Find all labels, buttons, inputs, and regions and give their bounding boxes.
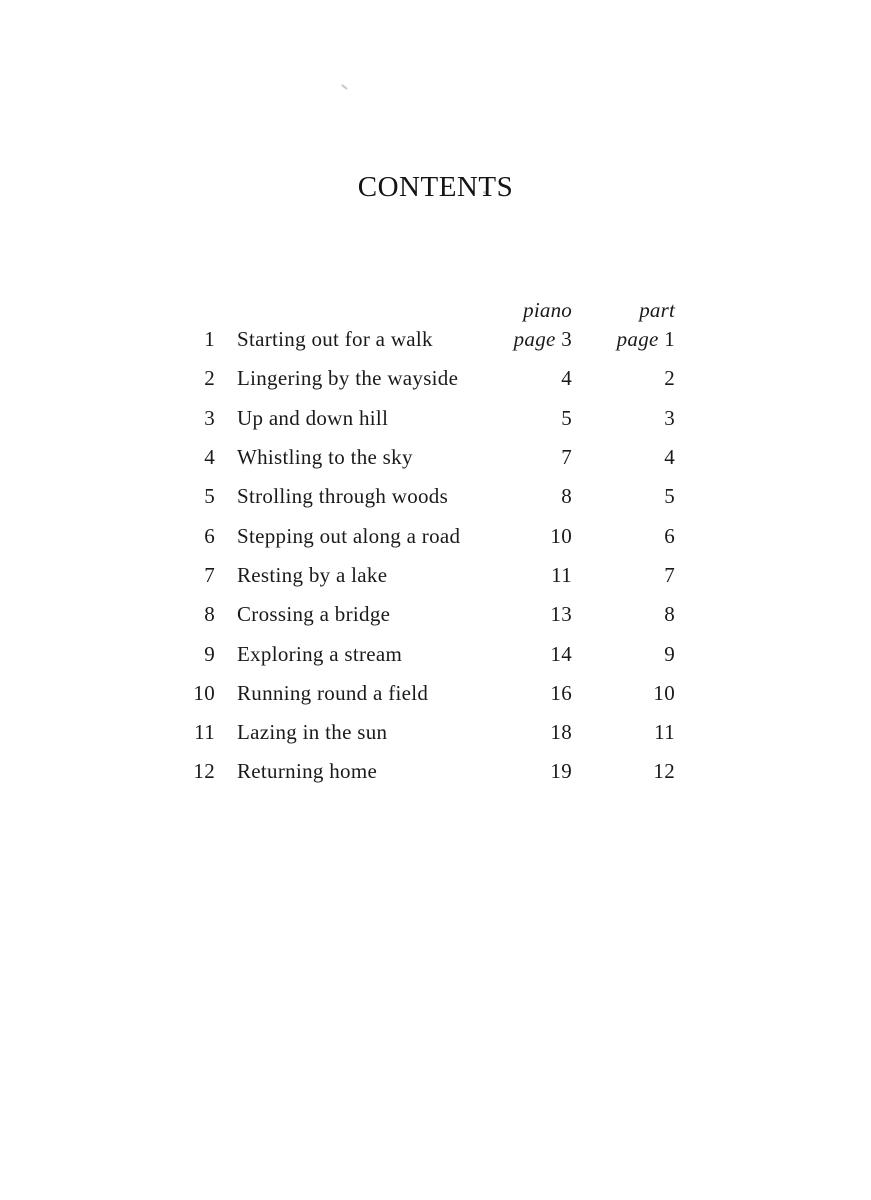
piano-page: 11 bbox=[551, 562, 572, 587]
part-page bbox=[572, 327, 675, 352]
toc-row bbox=[0, 477, 675, 516]
toc-row bbox=[0, 516, 675, 555]
part-page: 6 bbox=[664, 523, 675, 548]
part-page: 5 bbox=[664, 484, 675, 509]
piano-page: 7 bbox=[561, 445, 572, 470]
track-number: 6 bbox=[204, 523, 215, 548]
track-title: Up and down hill bbox=[237, 405, 389, 430]
track-title: Returning home bbox=[237, 759, 378, 784]
part-page: 3 bbox=[664, 405, 675, 430]
part-column-header: part bbox=[639, 297, 675, 322]
part-page: 7 bbox=[664, 562, 675, 587]
track-title: Strolling through woods bbox=[237, 484, 449, 509]
track-number: 1 bbox=[204, 327, 215, 352]
toc-row bbox=[0, 556, 675, 595]
piano-page-number: 3 bbox=[561, 327, 572, 352]
part-page-number: 1 bbox=[664, 327, 675, 352]
toc-row bbox=[0, 713, 675, 752]
page-word: page bbox=[616, 327, 659, 352]
piano-page bbox=[505, 327, 572, 352]
part-page: 8 bbox=[664, 602, 675, 627]
part-page: 11 bbox=[654, 720, 675, 745]
track-title: Exploring a stream bbox=[237, 641, 403, 666]
track-title: Resting by a lake bbox=[237, 562, 388, 587]
track-number: 2 bbox=[204, 366, 215, 391]
toc-row bbox=[0, 595, 675, 634]
track-title: Starting out for a walk bbox=[237, 327, 433, 352]
track-number: 3 bbox=[204, 405, 215, 430]
toc-row bbox=[0, 752, 675, 791]
track-title: Whistling to the sky bbox=[237, 445, 413, 470]
page-word: page bbox=[513, 327, 556, 352]
toc-row bbox=[0, 438, 675, 477]
track-number: 5 bbox=[204, 484, 215, 509]
piano-page: 4 bbox=[561, 366, 572, 391]
track-number: 7 bbox=[204, 562, 215, 587]
track-number: 12 bbox=[193, 759, 215, 784]
piano-column-header: piano bbox=[523, 297, 572, 322]
track-title: Lazing in the sun bbox=[237, 720, 388, 745]
track-title: Crossing a bridge bbox=[237, 602, 391, 627]
track-title: Running round a field bbox=[237, 680, 429, 705]
track-number: 4 bbox=[204, 445, 215, 470]
track-title: Stepping out along a road bbox=[237, 523, 461, 548]
page-title: CONTENTS bbox=[357, 171, 514, 204]
piano-page: 5 bbox=[561, 405, 572, 430]
piano-page: 8 bbox=[561, 484, 572, 509]
toc-row bbox=[0, 399, 675, 438]
part-page: 9 bbox=[664, 641, 675, 666]
part-page: 2 bbox=[664, 366, 675, 391]
track-number: 9 bbox=[204, 641, 215, 666]
piano-page: 16 bbox=[550, 680, 572, 705]
part-page: 12 bbox=[653, 759, 675, 784]
track-number: 11 bbox=[194, 720, 215, 745]
part-page: 10 bbox=[653, 680, 675, 705]
toc-row bbox=[0, 359, 675, 398]
toc-row bbox=[0, 320, 675, 359]
piano-page: 19 bbox=[550, 759, 572, 784]
toc-row bbox=[0, 634, 675, 673]
toc-list bbox=[0, 320, 675, 792]
piano-page: 18 bbox=[550, 720, 572, 745]
piano-page: 10 bbox=[550, 523, 572, 548]
part-page: 4 bbox=[664, 445, 675, 470]
scan-artifact bbox=[341, 84, 348, 90]
toc-row bbox=[0, 674, 675, 713]
piano-page: 13 bbox=[550, 602, 572, 627]
track-number: 10 bbox=[193, 680, 215, 705]
piano-page: 14 bbox=[550, 641, 572, 666]
track-number: 8 bbox=[204, 602, 215, 627]
track-title: Lingering by the wayside bbox=[237, 366, 459, 391]
